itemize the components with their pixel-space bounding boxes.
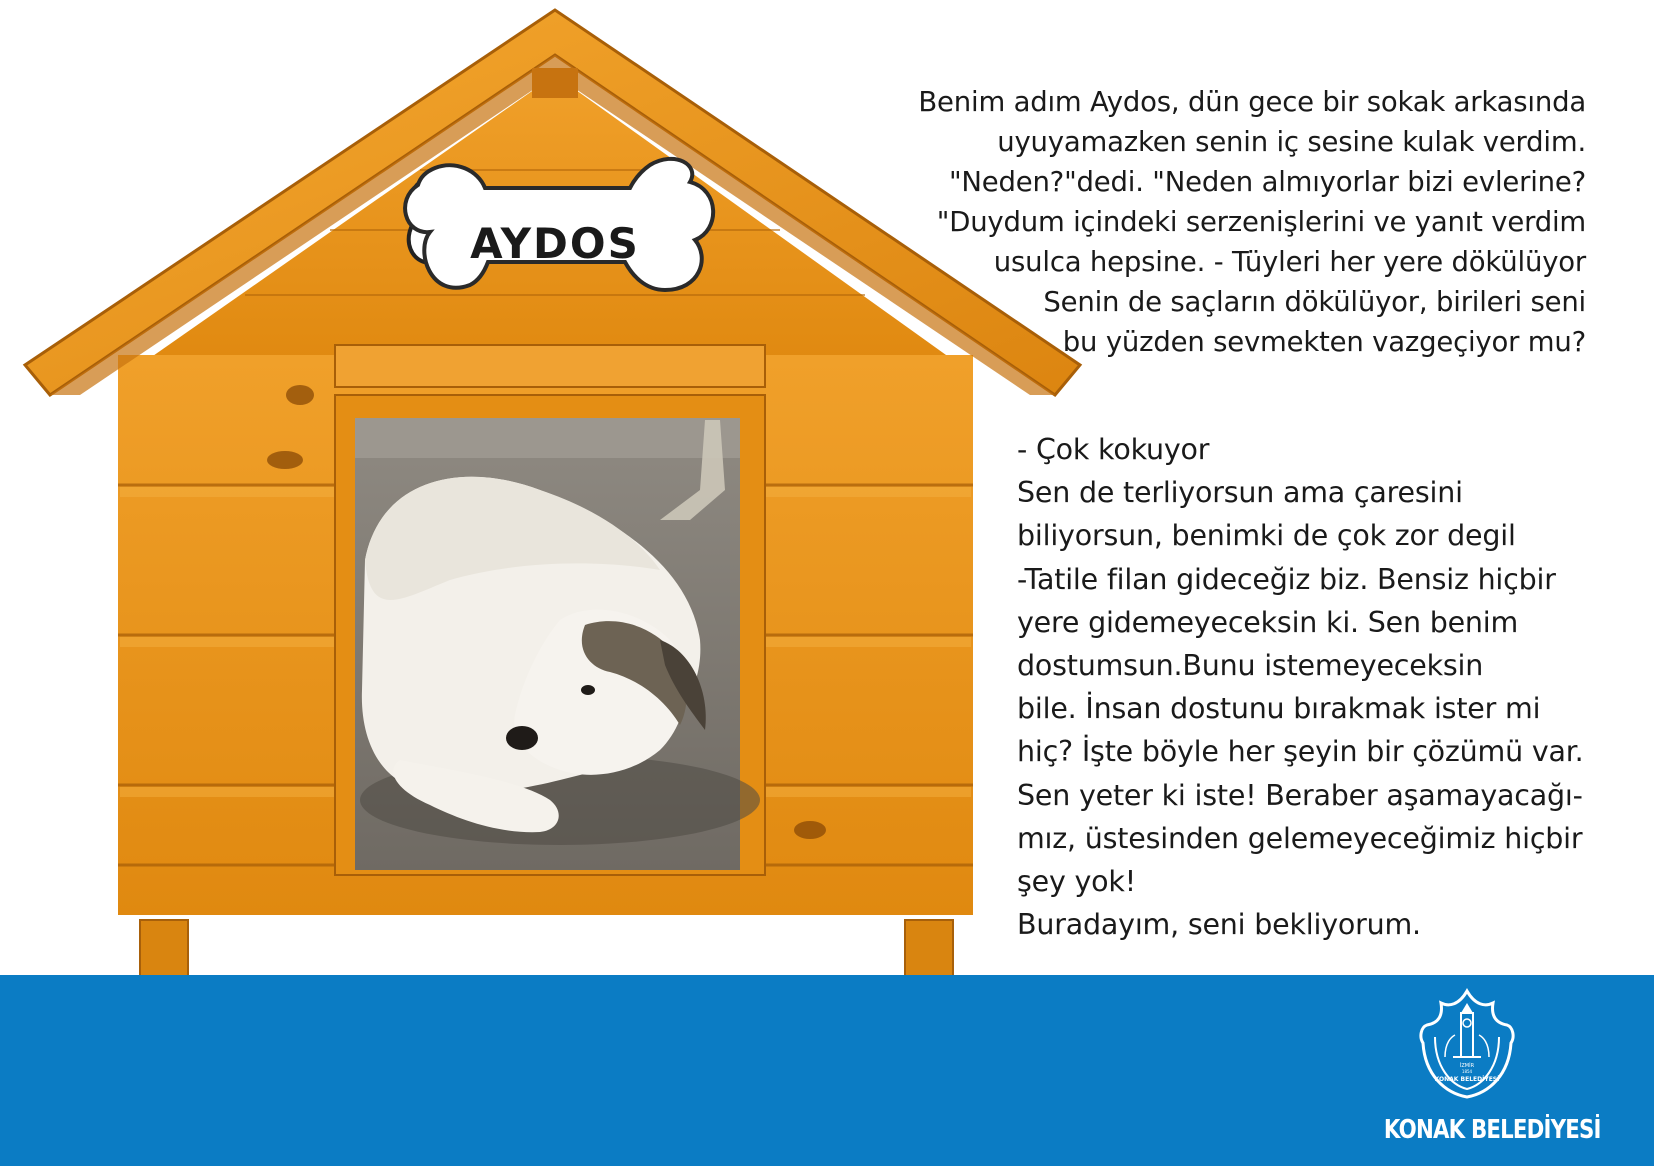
dialog-line: biliyorsun, benimki de çok zor degil: [1017, 519, 1516, 553]
dialog-line: Sen de terliyorsun ama çaresini: [1017, 476, 1463, 510]
dialog-line: şey yok!: [1017, 865, 1136, 899]
intro-line: usulca hepsine. - Tüyleri her yere dökülüyor: [993, 246, 1586, 278]
dialog-line: - Çok kokuyor: [1017, 433, 1210, 466]
emblem-year: 1854: [1461, 1069, 1473, 1074]
dialog-line: Sen yeter ki iste! Beraber aşamayacağı-: [1017, 778, 1583, 812]
dialog-paragraph: [1017, 428, 1637, 946]
dialog-line: yere gidemeyeceksin ki. Sen benim: [1017, 605, 1519, 639]
right-leg: [905, 920, 953, 978]
intro-paragraph: [826, 82, 1586, 362]
intro-line: "Neden?"dedi. "Neden almıyorlar bizi evlerine?: [948, 166, 1586, 198]
roof-peak-block: [532, 68, 578, 98]
intro-line: bu yüzden sevmekten vazgeçiyor mu?: [1062, 326, 1586, 358]
dog-photo: [355, 418, 760, 870]
name-tag-text: AYDOS: [470, 219, 640, 268]
dialog-line: Buradayım, seni bekliyorum.: [1017, 908, 1421, 942]
municipality-emblem-icon: [1415, 985, 1519, 1101]
emblem-city: İZMİR: [1459, 1063, 1475, 1069]
dialog-line: bile. İnsan dostunu bırakmak ister mi: [1017, 692, 1541, 726]
left-leg: [140, 920, 188, 978]
intro-line: uyuyamazken senin iç sesine kulak verdim.: [997, 126, 1586, 158]
dialog-line: -Tatile filan gideceğiz biz. Bensiz hiçbir: [1017, 562, 1556, 596]
dialog-line: hiç? İşte böyle her şeyin bir çözümü var.: [1017, 735, 1584, 769]
municipality-name: KONAK BELEDİYESİ: [1383, 1115, 1601, 1145]
emblem-arc-text: KONAK BELEDİYESİ: [1434, 1076, 1500, 1083]
door-header: [335, 345, 765, 387]
dialog-line: mız, üstesinden gelemeyeceğimiz hiçbir: [1017, 821, 1583, 855]
intro-line: "Duydum içindeki serzenişlerini ve yanıt verdim: [936, 206, 1586, 238]
intro-line: Benim adım Aydos, dün gece bir sokak arkasında: [918, 86, 1586, 118]
intro-line: Senin de saçların dökülüyor, birileri seni: [1043, 286, 1586, 318]
dialog-line: dostumsun.Bunu istemeyeceksin: [1017, 649, 1484, 683]
